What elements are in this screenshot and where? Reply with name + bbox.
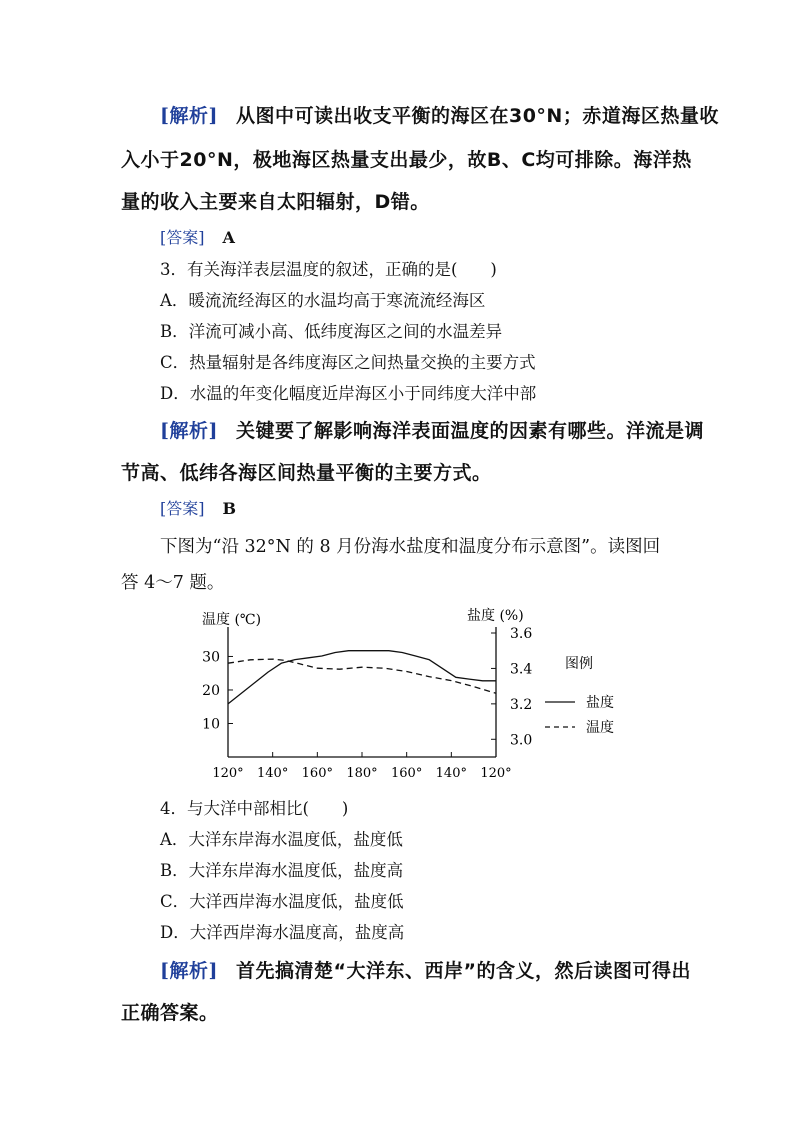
q4-option-a: A．大洋东岸海水温度低，盐度低 — [160, 830, 403, 849]
q4-stem: 4．与大洋中部相比( ) — [160, 799, 349, 818]
right-tick-label: 3.6 — [510, 626, 533, 642]
q3-analysis-line-2: 节高、低纬各海区间热量平衡的主要方式。 — [121, 462, 492, 484]
x-tick-label: 140° — [257, 766, 289, 781]
right-tick-label: 3.0 — [510, 732, 533, 749]
intro-line-2: 答 4～7 题。 — [121, 573, 225, 593]
q2-analysis-line-3: 量的收入主要来自太阳辐射，D错。 — [121, 191, 430, 213]
q4-option-d: D．大洋西岸海水温度高，盐度高 — [160, 923, 405, 942]
answer-value: B — [222, 499, 237, 518]
left-tick-label: 20 — [202, 682, 220, 699]
q3-stem: 3．有关海洋表层温度的叙述，正确的是( ) — [160, 260, 497, 279]
q3-option-c: C．热量辐射是各纬度海区之间热量交换的主要方式 — [160, 353, 536, 372]
q3-analysis-line-1 — [160, 416, 704, 443]
x-tick-label: 140° — [435, 766, 467, 781]
q3-option-a: A．暖流流经海区的水温均高于寒流流经海区 — [160, 291, 486, 310]
analysis-tag: [解析] — [160, 105, 218, 127]
q2-analysis-line-2: 入小于20°N，极地海区热量支出最少，故B、C均可排除。海洋热 — [121, 149, 692, 171]
answer-tag: [答案] — [160, 228, 205, 247]
right-axis-label: 盐度 (%) — [467, 608, 524, 624]
q3-option-d: D．水温的年变化幅度近岸海区小于同纬度大洋中部 — [160, 384, 537, 403]
q2-analysis-text-1: 从图中可读出收支平衡的海区在30°N；赤道海区热量收 — [235, 105, 719, 127]
q4-option-c: C．大洋西岸海水温度低，盐度低 — [160, 892, 404, 911]
x-tick-label: 180° — [346, 766, 378, 781]
right-tick-label: 3.4 — [510, 661, 533, 678]
q3-analysis-text-1: 关键要了解影响海洋表面温度的因素有哪些。洋流是调 — [235, 420, 704, 442]
legend-temperature-label: 温度 — [586, 720, 614, 736]
q3-answer — [160, 496, 236, 519]
intro-line-1: 下图为“沿 32°N 的 8 月份海水盐度和温度分布示意图”。读图回 — [160, 537, 661, 557]
x-tick-label: 160° — [301, 766, 333, 781]
answer-value: A — [222, 228, 235, 247]
q4-analysis-line-1 — [160, 956, 691, 983]
q2-analysis-line-1 — [160, 101, 719, 128]
analysis-tag: [解析] — [160, 420, 218, 442]
q4-option-b: B．大洋东岸海水温度低，盐度高 — [160, 861, 404, 880]
x-tick-label: 120° — [480, 766, 512, 781]
left-tick-label: 10 — [202, 716, 220, 733]
legend-salinity-label: 盐度 — [586, 695, 614, 711]
analysis-tag: [解析] — [160, 960, 218, 982]
left-axis-label: 温度 (℃) — [202, 612, 262, 628]
q2-answer — [160, 225, 235, 248]
right-tick-label: 3.2 — [510, 696, 533, 713]
chart-series — [228, 651, 496, 704]
x-tick-label: 160° — [391, 766, 423, 781]
x-tick-label: 120° — [212, 766, 244, 781]
salinity-temperature-chart — [190, 600, 660, 790]
chart-axes — [202, 626, 532, 781]
q4-analysis-text-1: 首先搞清楚“大洋东、西岸”的含义，然后读图可得出 — [235, 960, 691, 982]
temperature-series-line — [228, 659, 496, 693]
legend-title: 图例 — [565, 656, 593, 672]
left-tick-label: 30 — [202, 649, 220, 666]
q3-option-b: B．洋流可减小高、低纬度海区之间的水温差异 — [160, 322, 503, 341]
answer-tag: [答案] — [160, 499, 205, 518]
q4-analysis-line-2: 正确答案。 — [121, 1002, 219, 1024]
